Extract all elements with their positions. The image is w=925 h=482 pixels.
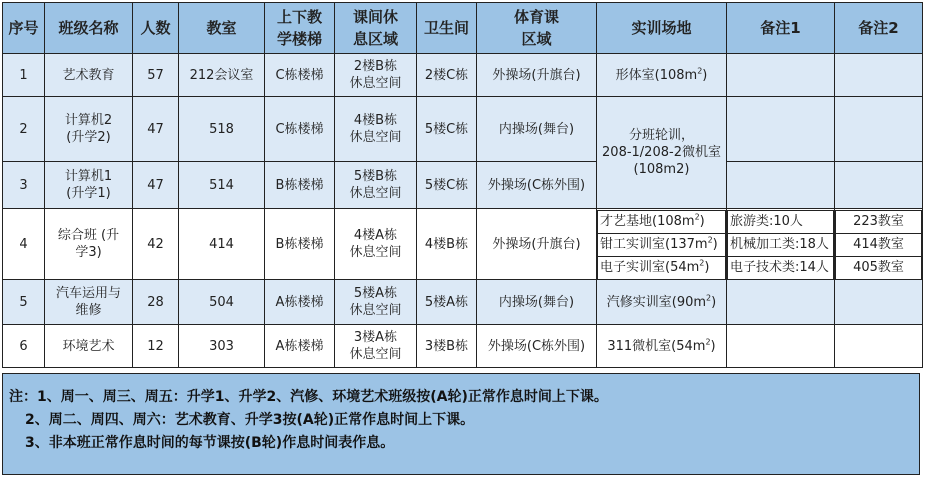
cell-note1 <box>727 280 835 325</box>
cell-class: 艺术教育 <box>45 54 133 97</box>
close-paren: ) <box>710 338 716 354</box>
header-wc: 卫生间 <box>417 3 477 54</box>
cell-wc: 5楼C栋 <box>417 97 477 162</box>
header-pe: 体育课 区域 <box>477 3 597 54</box>
cell-stair: A栋楼梯 <box>265 280 335 325</box>
training-sublist <box>597 210 726 279</box>
table-row <box>3 280 923 325</box>
cell-wc: 5楼A栋 <box>417 280 477 325</box>
notes-panel <box>2 373 920 475</box>
cell-wc: 4楼B栋 <box>417 209 477 280</box>
list-item: 405教室 <box>836 256 922 279</box>
note2-sublist <box>835 210 922 279</box>
cell-class: 计算机2 (升学2) <box>45 97 133 162</box>
cell-note1 <box>727 162 835 209</box>
close-paren: ) <box>711 294 717 310</box>
cell-room: 212会议室 <box>179 54 265 97</box>
cell-count: 47 <box>133 162 179 209</box>
superscript: 2 <box>706 293 712 303</box>
cell-room: 303 <box>179 325 265 368</box>
cell-stair: A栋楼梯 <box>265 325 335 368</box>
schedule-table <box>2 2 923 368</box>
header-row <box>3 3 923 54</box>
cell-wc: 5楼C栋 <box>417 162 477 209</box>
list-item: 电子实训室$(54m^2)$ <box>598 256 726 279</box>
cell-count: 42 <box>133 209 179 280</box>
cell-room: 414 <box>179 209 265 280</box>
cell-pe: 外操场(C栋外围) <box>477 162 597 209</box>
cell-class: 计算机1 (升学1) <box>45 162 133 209</box>
list-item: 414教室 <box>836 233 922 256</box>
cell-note1 <box>727 325 835 368</box>
cell-note2 <box>835 97 923 162</box>
list-item: 钳工实训室$(137m^2)$ <box>598 233 726 256</box>
list-item: 电子技术类:14人 <box>728 256 834 279</box>
cell-count: 47 <box>133 97 179 162</box>
cell-stair: B栋楼梯 <box>265 209 335 280</box>
cell-room: 514 <box>179 162 265 209</box>
cell-training <box>597 54 727 97</box>
header-note2: 备注2 <box>835 3 923 54</box>
header-count: 人数 <box>133 3 179 54</box>
table-row <box>3 54 923 97</box>
cell-stair: C栋楼梯 <box>265 97 335 162</box>
cell-rest: 5楼B栋 休息空间 <box>335 162 417 209</box>
cell-class: 环境艺术 <box>45 325 133 368</box>
cell-wc: 2楼C栋 <box>417 54 477 97</box>
header-rest: 课间休 息区域 <box>335 3 417 54</box>
header-class: 班级名称 <box>45 3 133 54</box>
list-item: 旅游类:10人 <box>728 210 834 233</box>
cell-class: 综合班 (升 学3) <box>45 209 133 280</box>
table-row <box>3 209 923 280</box>
cell-no: 6 <box>3 325 45 368</box>
header-training: 实训场地 <box>597 3 727 54</box>
cell-rest: 3楼A栋 休息空间 <box>335 325 417 368</box>
cell-note1 <box>727 209 835 280</box>
cell-note2 <box>835 280 923 325</box>
table-row <box>3 97 923 162</box>
cell-count: 57 <box>133 54 179 97</box>
cell-training <box>597 325 727 368</box>
list-item: 机械加工类:18人 <box>728 233 834 256</box>
cell-room: 504 <box>179 280 265 325</box>
cell-note1 <box>727 54 835 97</box>
training-text: 汽修实训室(90m <box>606 294 707 310</box>
training-text: 311微机室(54m <box>607 338 706 354</box>
cell-no: 4 <box>3 209 45 280</box>
cell-pe: 内操场(舞台) <box>477 97 597 162</box>
table-row <box>3 162 923 209</box>
cell-no: 3 <box>3 162 45 209</box>
header-room: 教室 <box>179 3 265 54</box>
cell-rest: 4楼B栋 休息空间 <box>335 97 417 162</box>
note-line-3: 3、非本班正常作息时间的每节课按(B轮)作息时间表作息。 <box>25 435 395 451</box>
cell-training: 分班轮训， 208-1/208-2微机室 (108m2) <box>597 97 727 209</box>
cell-note2 <box>835 325 923 368</box>
header-note1: 备注1 <box>727 3 835 54</box>
header-stair: 上下教 学楼梯 <box>265 3 335 54</box>
cell-note2 <box>835 54 923 97</box>
cell-note2 <box>835 209 923 280</box>
table-row <box>3 325 923 368</box>
cell-pe: 外操场(C栋外围) <box>477 325 597 368</box>
cell-class: 汽车运用与 维修 <box>45 280 133 325</box>
note1-sublist <box>727 210 834 279</box>
cell-no: 2 <box>3 97 45 162</box>
superscript: 2 <box>697 66 703 76</box>
cell-room: 518 <box>179 97 265 162</box>
header-no: 序号 <box>3 3 45 54</box>
training-text: 形体室(108m <box>615 67 698 83</box>
cell-note2 <box>835 162 923 209</box>
cell-pe: 外操场(升旗台) <box>477 54 597 97</box>
cell-pe: 内操场(舞台) <box>477 280 597 325</box>
cell-rest: 5楼A栋 休息空间 <box>335 280 417 325</box>
cell-count: 28 <box>133 280 179 325</box>
cell-rest: 4楼A栋 休息空间 <box>335 209 417 280</box>
cell-stair: B栋楼梯 <box>265 162 335 209</box>
cell-no: 5 <box>3 280 45 325</box>
cell-wc: 3楼B栋 <box>417 325 477 368</box>
cell-stair: C栋楼梯 <box>265 54 335 97</box>
cell-no: 1 <box>3 54 45 97</box>
close-paren: ) <box>702 67 708 83</box>
cell-training <box>597 280 727 325</box>
list-item: 223教室 <box>836 210 922 233</box>
cell-note1 <box>727 97 835 162</box>
note-line-1: 注：1、周一、周三、周五：升学1、升学2、汽修、环境艺术班级按(A轮)正常作息时间上下课。 <box>9 389 608 405</box>
superscript: 2 <box>705 337 711 347</box>
list-item: 才艺基地$(108m^2)$ <box>598 210 726 233</box>
note-line-2: 2、周二、周四、周六：艺术教育、升学3按(A轮)正常作息时间上下课。 <box>25 412 475 428</box>
cell-training <box>597 209 727 280</box>
cell-count: 12 <box>133 325 179 368</box>
cell-pe: 外操场(升旗台) <box>477 209 597 280</box>
cell-rest: 2楼B栋 休息空间 <box>335 54 417 97</box>
